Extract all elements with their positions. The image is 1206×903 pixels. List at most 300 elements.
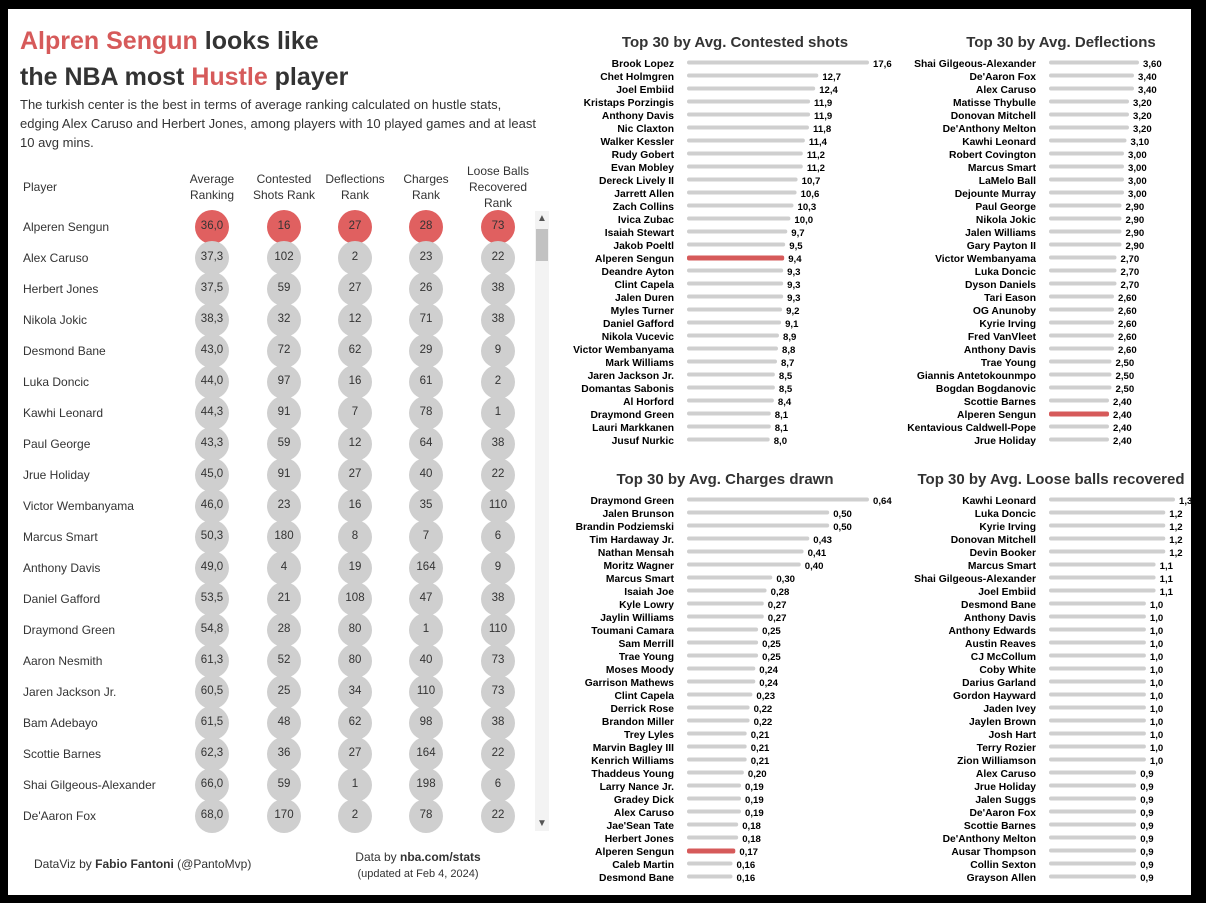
rank-value-charges: 78 [419,809,433,821]
bar-value-label: 2,90 [1125,228,1145,239]
rank-value-contested: 16 [277,220,291,232]
rank-value-loose: 73 [491,654,505,666]
bar-category-label: Anthony Davis [601,111,674,122]
rank-value-avg: 44,0 [200,375,224,387]
title-text-3: player [267,63,349,91]
bar-category-label: Toumani Camara [591,626,674,637]
player-name: Herbert Jones [23,282,99,296]
bar [687,243,785,247]
bar [1049,230,1122,234]
bar-value-label: 0,25 [762,652,781,663]
bar [1049,628,1146,632]
bar-category-label: Gradey Dick [613,795,674,806]
rank-value-deflections: 62 [348,716,362,728]
rank-value-loose: 110 [488,499,508,511]
bar-value-label: 2,50 [1115,371,1135,382]
bar-value-label: 1,0 [1149,730,1164,741]
player-name: Marcus Smart [23,530,98,544]
bar-value-label: 3,60 [1143,59,1162,70]
bar [687,295,783,299]
bar-category-label: Fred VanVleet [967,332,1036,343]
rank-value-deflections: 19 [348,561,362,573]
player-name: Shai Gilgeous-Alexander [23,778,156,792]
bar [1049,373,1112,377]
bar-category-label: Myles Turner [610,306,674,317]
bar [687,269,783,273]
rank-value-contested: 91 [277,406,291,418]
rank-value-avg: 50,3 [200,530,224,542]
table-row [8,770,538,801]
bar-value-label: 0,27 [767,613,787,624]
bar-category-label: Kyrie Irving [979,522,1036,533]
bar-category-label: Marcus Smart [605,574,674,585]
bar-chart-svg [906,19,1206,456]
bar [687,862,733,866]
rank-value-contested: 36 [277,747,291,759]
rank-value-deflections: 12 [348,437,362,449]
bar-category-label: Herbert Jones [604,834,674,845]
bar [1049,399,1109,403]
bar-value-label: 2,60 [1118,332,1137,343]
rank-value-deflections: 16 [348,499,362,511]
bar [1049,641,1146,645]
rank-value-contested: 21 [277,592,291,604]
bar-value-label: 0,25 [762,626,781,637]
rank-value-loose: 9 [494,561,502,573]
bar [1049,667,1146,671]
bar-category-label: Coby White [979,665,1036,676]
dataviz-handle: (@PantoMvp) [173,857,252,871]
rank-value-contested: 72 [277,344,291,356]
bar [687,191,797,195]
bar-value-label: 2,60 [1118,319,1137,330]
bar [687,745,747,749]
bar-value-label: 1,1 [1159,587,1173,598]
rank-value-charges: 71 [419,313,433,325]
bar-category-label: Jrue Holiday [974,782,1036,793]
rank-value-deflections: 27 [348,468,362,480]
bar-category-label: Bogdan Bogdanovic [935,384,1036,395]
bar-category-label: Victor Wembanyama [573,345,674,356]
bar-value-label: 2,60 [1118,293,1137,304]
bar-category-label: CJ McCollum [970,652,1036,663]
bar-value-label: 0,28 [770,587,790,598]
bar-value-label: 3,20 [1133,124,1152,135]
title-text-1: looks like [197,27,319,55]
rank-value-loose: 38 [491,282,505,294]
bar-value-label: 9,3 [787,267,801,278]
player-name: Paul George [23,437,91,451]
bar-category-label: Walker Kessler [600,137,674,148]
bar-category-label: Luka Doncic [974,267,1036,278]
player-name: Aaron Nesmith [23,654,103,668]
player-name: Victor Wembanyama [23,499,134,513]
bar-value-label: 9,4 [788,254,802,265]
bar [1049,511,1165,515]
bar-category-label: Garrison Mathews [584,678,674,689]
bar-value-label: 9,5 [789,241,803,252]
rank-value-contested: 91 [277,468,291,480]
bar-category-label: Sam Merrill [618,639,674,650]
bar [1049,758,1146,762]
rank-value-avg: 43,3 [200,437,224,449]
table-scrollbar[interactable] [535,211,549,831]
bar-category-label: Jakob Poeltl [613,241,674,252]
bar-category-label: Terry Rozier [976,743,1036,754]
bar-value-label: 0,16 [736,873,756,884]
rank-value-deflections: 62 [348,344,362,356]
bar-category-label: Alperen Sengun [957,410,1036,421]
rank-value-contested: 28 [277,623,291,635]
header-loose: Loose Balls Recovered Rank [466,164,530,210]
rank-value-charges: 98 [419,716,433,728]
bar-category-label: Robert Covington [949,150,1036,161]
rank-value-avg: 43,0 [200,344,224,356]
rank-value-contested: 102 [274,251,294,263]
bar-value-label: 0,25 [762,639,781,650]
bar-value-label: 0,22 [753,704,773,715]
rank-value-contested: 4 [280,561,288,573]
chart-title: Top 30 by Avg. Contested shots [621,34,849,51]
rank-value-charges: 164 [416,747,436,759]
bar-value-label: 3,20 [1133,111,1152,122]
rank-value-avg: 60,5 [200,685,224,697]
bar-value-label: 0,24 [759,678,778,689]
bar-category-label: Thaddeus Young [591,769,674,780]
table-row [8,584,538,615]
rank-value-loose: 38 [491,592,505,604]
bar-value-label: 1,0 [1149,743,1164,754]
bar-category-label: Brandon Miller [601,717,674,728]
bar-value-label: 0,17 [739,847,759,858]
bar-value-label: 1,0 [1149,613,1164,624]
rank-value-contested: 97 [277,375,291,387]
bar [687,602,764,606]
bar [687,74,818,78]
bar-category-label: Nic Claxton [617,124,674,135]
bar-category-label: Moritz Wagner [603,561,674,572]
bar-category-label: Clint Capela [614,691,674,702]
bar-category-label: Kristaps Porzingis [583,98,674,109]
rank-value-deflections: 12 [348,313,362,325]
bar-category-label: Alex Caruso [613,808,674,819]
chart-panel-2 [906,19,1206,456]
bar-value-label: 2,90 [1125,241,1145,252]
bar-value-label: 1,2 [1169,509,1183,520]
bar [1049,425,1109,429]
bar-value-label: 3,20 [1133,98,1152,109]
bar [1049,797,1136,801]
rank-value-deflections: 80 [348,623,362,635]
bar-value-label: 10,6 [800,189,820,200]
bar-category-label: Zach Collins [612,202,674,213]
bar [1049,576,1156,580]
bar-value-label: 0,9 [1140,795,1154,806]
bar [687,615,764,619]
bar-category-label: Jaylen Brown [969,717,1036,728]
chart-title: Top 30 by Avg. Charges drawn [616,471,834,488]
bar-value-label: 1,0 [1149,665,1164,676]
table-row [8,677,538,708]
bar-value-label: 1,0 [1149,626,1164,637]
bar-category-label: Matisse Thybulle [953,98,1036,109]
bar-value-label: 0,9 [1140,834,1154,845]
bar [1049,347,1114,351]
rank-value-loose: 73 [491,220,505,232]
bar-category-label: Scottie Barnes [963,397,1036,408]
bar [687,498,869,502]
bar [1049,875,1136,879]
bar-category-label: Darius Garland [962,678,1036,689]
rank-value-loose: 6 [494,530,502,542]
bar [687,347,778,351]
bar-category-label: Desmond Bane [961,600,1036,611]
bar-category-label: Alex Caruso [975,85,1036,96]
bar-category-label: Donovan Mitchell [950,535,1036,546]
chart-title: Top 30 by Avg. Loose balls recovered [917,471,1185,488]
bar-category-label: Jalen Brunson [602,509,674,520]
bar-value-label: 0,9 [1140,821,1154,832]
scroll-down-icon[interactable]: ▼ [537,818,547,829]
rank-value-charges: 110 [416,685,436,697]
bar [1049,745,1146,749]
bar-value-label: 0,9 [1140,782,1154,793]
bar [687,680,755,684]
bar-category-label: Jalen Williams [965,228,1036,239]
bar-value-label: 0,9 [1140,873,1154,884]
bar [687,667,755,671]
bar-category-label: Gary Payton II [966,241,1036,252]
bar [687,321,781,325]
bar-category-label: Jaylin Williams [600,613,674,624]
bar-category-label: Isaiah Joe [624,587,674,598]
bar [687,165,803,169]
bar [1049,771,1136,775]
bar-value-label: 2,70 [1120,254,1140,265]
player-name: Nikola Jokic [23,313,88,327]
bar-value-label: 3,00 [1128,163,1147,174]
bar [687,576,772,580]
rank-value-avg: 44,3 [200,406,224,418]
rank-value-charges: 198 [416,778,436,790]
data-source-link[interactable]: nba.com/stats [400,850,481,864]
bar-chart-svg [906,456,1206,893]
bar-value-label: 0,50 [833,509,852,520]
player-name: Desmond Bane [23,344,106,358]
bar-category-label: Josh Hart [988,730,1036,741]
header-deflections: Deflections Rank [325,172,385,202]
bar [1049,243,1122,247]
bar [687,654,758,658]
bar [687,875,733,879]
bar-category-label: Anthony Edwards [948,626,1036,637]
bar-value-label: 2,90 [1125,202,1145,213]
bar-category-label: Nikola Jokic [975,215,1036,226]
bar [687,628,758,632]
rank-value-avg: 54,8 [200,623,224,635]
bar [1049,87,1134,91]
rank-value-avg: 36,0 [200,220,224,232]
chart-panel-4 [906,456,1206,893]
data-credit [328,849,508,882]
bar-category-label: Paul George [975,202,1036,213]
bar-category-label: Jrue Holiday [974,436,1036,447]
bar-category-label: Ausar Thompson [951,847,1036,858]
bar-value-label: 10,7 [801,176,821,187]
title-hustle: Hustle [191,63,268,91]
rank-value-charges: 40 [419,468,433,480]
bar [1049,849,1136,853]
table-row [8,212,538,243]
bar-value-label: 1,0 [1149,639,1164,650]
rank-value-deflections: 80 [348,654,362,666]
bar-value-label: 0,19 [745,808,764,819]
rank-value-contested: 180 [274,530,294,542]
bar [687,217,790,221]
scroll-up-icon[interactable]: ▲ [537,213,547,224]
bar-category-label: Anthony Davis [963,345,1036,356]
bar-category-label: Dejounte Murray [954,189,1036,200]
bar-value-label: 0,9 [1140,769,1154,780]
bar [1049,836,1136,840]
bar-category-label: Clint Capela [614,280,674,291]
bar [1049,334,1114,338]
player-name: Anthony Davis [23,561,101,575]
bar-category-label: Jalen Suggs [975,795,1036,806]
bar [687,230,787,234]
bar [687,412,771,416]
rank-value-avg: 49,0 [200,561,224,573]
bar [687,282,783,286]
bar-value-label: 8,7 [780,358,795,369]
rank-value-avg: 45,0 [200,468,224,480]
bar-value-label: 1,3 [1179,496,1193,507]
bar-category-label: Ivica Zubac [617,215,674,226]
bar-category-label: Jalen Duren [615,293,674,304]
bar-category-label: Kenrich Williams [591,756,674,767]
bar-category-label: Dereck Lively II [599,176,674,187]
bar-value-label: 3,40 [1138,72,1157,83]
table-row [8,274,538,305]
rank-value-deflections: 27 [348,220,362,232]
bar-value-label: 0,19 [745,795,764,806]
rank-value-deflections: 27 [348,282,362,294]
bar [1049,602,1146,606]
bar [687,139,805,143]
table-row [8,491,538,522]
rank-value-loose: 9 [494,344,502,356]
page-title [20,23,348,95]
bar-value-label: 1,2 [1169,535,1183,546]
bar [687,256,784,261]
rank-value-contested: 48 [277,716,291,728]
bar-value-label: 0,16 [736,860,756,871]
bar-value-label: 1,0 [1149,652,1164,663]
bar-value-label: 8,1 [774,423,789,434]
table-row [8,367,538,398]
rank-value-deflections: 7 [351,406,359,418]
bar-category-label: Devin Booker [969,548,1036,559]
bar-value-label: 0,40 [804,561,824,572]
title-text-2: the NBA most [20,63,192,91]
bar-value-label: 0,21 [750,743,770,754]
title-player-name: Alpren Sengun [20,27,198,55]
bar [687,641,758,645]
bar-category-label: Derrick Rose [610,704,674,715]
bar-category-label: Desmond Bane [599,873,674,884]
bar [687,113,810,117]
bar [687,758,747,762]
bar [687,810,741,814]
bar [1049,589,1156,593]
bar-value-label: 1,0 [1149,678,1164,689]
bar-value-label: 10,0 [794,215,814,226]
bar [687,849,735,854]
bar-value-label: 0,22 [753,717,773,728]
bar [687,550,804,554]
bar-category-label: Trae Young [618,652,674,663]
bar [687,511,829,515]
bar [687,360,777,364]
bar-category-label: Brandin Podziemski [575,522,674,533]
bar-value-label: 1,0 [1149,600,1164,611]
rank-value-loose: 22 [491,251,505,263]
bar [687,563,801,567]
rank-value-contested: 52 [277,654,291,666]
player-name: Scottie Barnes [23,747,102,761]
bar-category-label: LaMelo Ball [978,176,1036,187]
bar-category-label: Caleb Martin [612,860,674,871]
rank-value-contested: 170 [274,809,294,821]
rank-value-contested: 59 [277,437,291,449]
player-name: Alperen Sengun [23,220,110,234]
subtitle: The turkish center is the best in terms of average ranking calculated on hustle stats, edging Alex Caruso and Herbert Jones, among players with 10 played games and at least 10 avg mins. [20,97,536,150]
bar-category-label: Gordon Hayward [953,691,1036,702]
bar [687,126,809,130]
chart-panel-1 [570,19,892,456]
dataviz-prefix: DataViz by [34,857,96,871]
bar-category-label: Marcus Smart [967,561,1036,572]
scroll-thumb[interactable] [536,229,548,261]
rank-value-charges: 78 [419,406,433,418]
rank-value-loose: 38 [491,313,505,325]
bar [1049,784,1136,788]
bar-category-label: Giannis Antetokounmpo [916,371,1036,382]
bar-value-label: 3,00 [1128,150,1147,161]
bar [1049,823,1136,827]
bar [1049,152,1124,156]
bar [687,537,809,541]
bar-value-label: 0,41 [807,548,827,559]
bar [1049,126,1129,130]
rank-value-charges: 164 [416,561,436,573]
bar [1049,615,1146,619]
bar [1049,810,1136,814]
table-row [8,429,538,460]
bar-value-label: 9,3 [787,293,801,304]
bar-value-label: 8,5 [778,371,793,382]
rank-value-deflections: 2 [351,809,359,821]
bar [687,693,752,697]
bar-value-label: 17,6 [873,59,892,70]
rank-value-loose: 2 [494,375,502,387]
bar [687,399,774,403]
bar-category-label: Zion Williamson [957,756,1036,767]
rank-value-charges: 28 [419,220,433,232]
rank-value-charges: 35 [419,499,433,511]
bar-category-label: Draymond Green [590,410,674,421]
rank-value-deflections: 8 [351,530,359,542]
